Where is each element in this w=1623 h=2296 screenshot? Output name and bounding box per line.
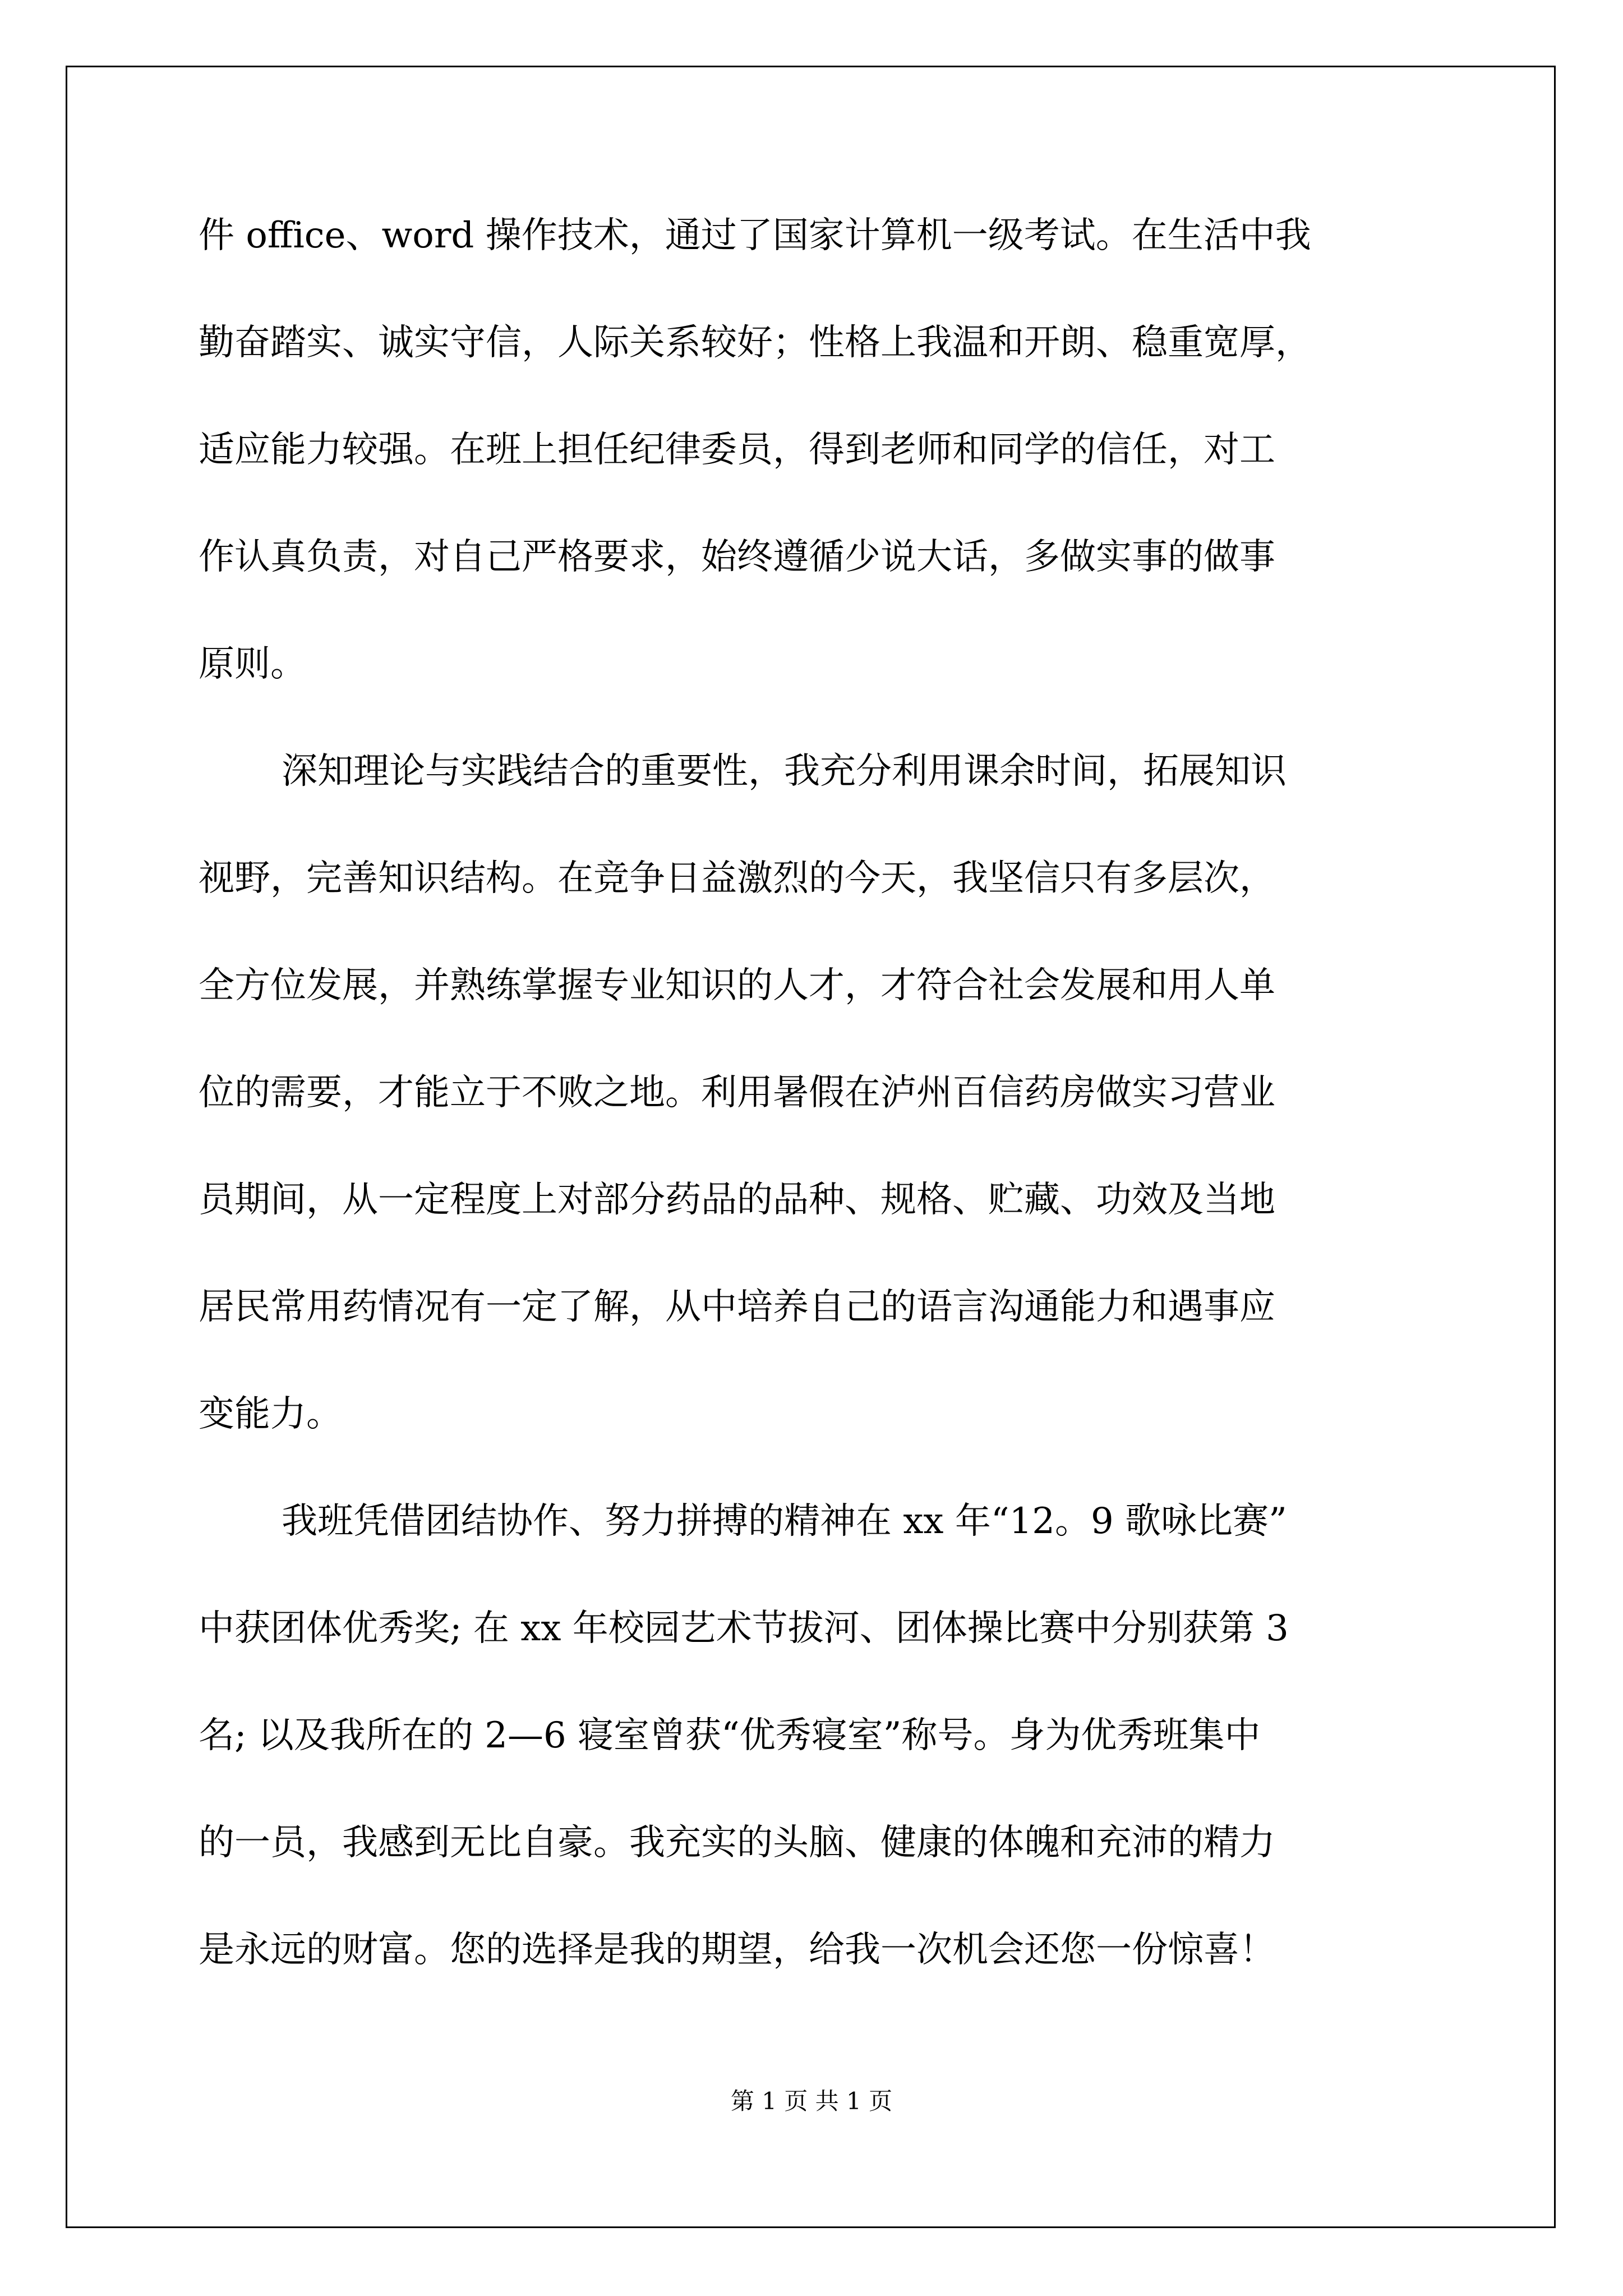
paragraph-line: 的一员，我感到无比自豪。我充实的头脑、健康的体魄和充沛的精力 (199, 1822, 1275, 1864)
paragraph-line: 是永远的财富。您的选择是我的期望，给我一次机会还您一份惊喜！ (199, 1929, 1275, 1971)
page-number: 第 1 页 共 1 页 (730, 2087, 893, 2115)
paragraph-line: 件 office、word 操作技术，通过了国家计算机一级考试。在生活中我 (199, 215, 1311, 256)
paragraph-line: 变能力。 (199, 1393, 342, 1435)
paragraph-line: 深知理论与实践结合的重要性，我充分利用课余时间，拓展知识 (282, 751, 1287, 792)
paragraph-line: 居民常用药情况有一定了解，从中培养自己的语言沟通能力和遇事应 (199, 1286, 1275, 1328)
paragraph-line: 名; 以及我所在的 2—6 寝室曾获“优秀寝室”称号。身为优秀班集中 (199, 1715, 1261, 1756)
paragraph-line: 中获团体优秀奖; 在 xx 年校园艺术节拔河、团体操比赛中分别获第 3 (199, 1608, 1289, 1649)
paragraph-line: 我班凭借团结协作、努力拼搏的精神在 xx 年“12。9 歌咏比赛” (282, 1501, 1287, 1542)
paragraph-line: 视野，完善知识结构。在竞争日益激烈的今天，我坚信只有多层次， (199, 858, 1275, 899)
paragraph-line: 位的需要，才能立于不败之地。利用暑假在泸州百信药房做实习营业 (199, 1072, 1275, 1114)
paragraph-line: 适应能力较强。在班上担任纪律委员，得到老师和同学的信任，对工 (199, 429, 1275, 471)
paragraph-line: 作认真负责，对自己严格要求，始终遵循少说大话，多做实事的做事 (199, 536, 1275, 578)
paragraph-line: 原则。 (199, 643, 306, 685)
paragraph-line: 勤奋踏实、诚实守信，人际关系较好；性格上我温和开朗、稳重宽厚， (199, 322, 1311, 364)
paragraph-line: 全方位发展，并熟练掌握专业知识的人才，才符合社会发展和用人单 (199, 965, 1275, 1006)
paragraph-line: 员期间，从一定程度上对部分药品的品种、规格、贮藏、功效及当地 (199, 1179, 1275, 1221)
page-border (66, 66, 1556, 2228)
